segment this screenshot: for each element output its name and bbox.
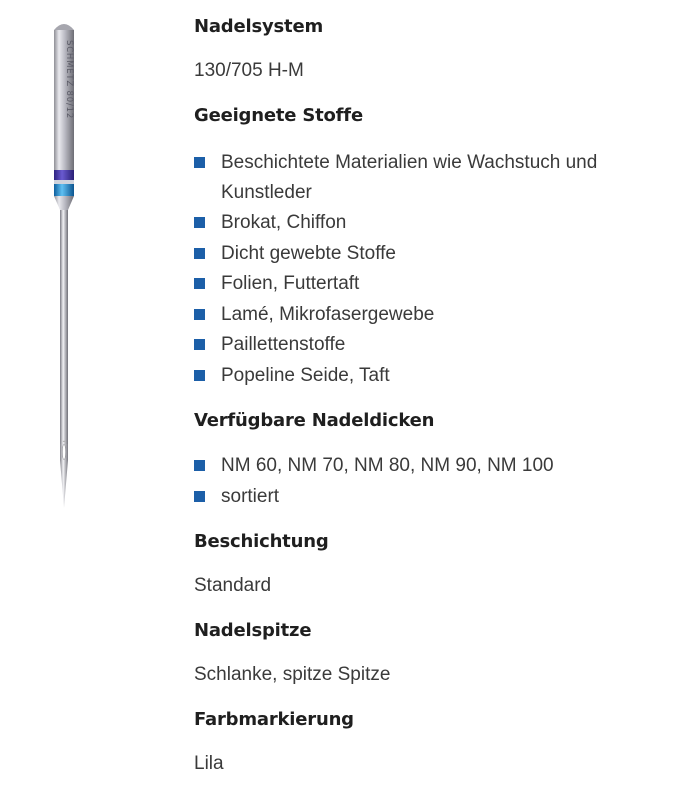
fabrics-list xyxy=(194,148,674,391)
needle-specs xyxy=(194,14,674,777)
bullet-square-icon xyxy=(194,309,205,320)
value-beschichtung: Standard xyxy=(194,575,272,596)
value-nadelspitze: Schlanke, spitze Spitze xyxy=(194,664,391,685)
sewing-needle-icon xyxy=(40,18,88,510)
sizes-list xyxy=(194,451,674,512)
bullet-square-icon xyxy=(194,157,205,168)
list-item: Dicht gewebte Stoffe xyxy=(194,239,674,270)
heading-farbmarkierung: Farbmarkierung xyxy=(194,709,354,730)
list-item: Brokat, Chiffon xyxy=(194,208,674,239)
heading-beschichtung: Beschichtung xyxy=(194,531,329,552)
list-item: Popeline Seide, Taft xyxy=(194,361,674,392)
bullet-square-icon xyxy=(194,217,205,228)
heading-verfuegbare-nadeldicken: Verfügbare Nadeldicken xyxy=(194,410,435,431)
list-item: NM 60, NM 70, NM 80, NM 90, NM 100 xyxy=(194,451,674,482)
list-item: Folien, Futtertaft xyxy=(194,269,674,300)
list-item: Lamé, Mikrofasergewebe xyxy=(194,300,674,331)
bullet-square-icon xyxy=(194,370,205,381)
heading-nadelsystem: Nadelsystem xyxy=(194,16,324,37)
list-item: sortiert xyxy=(194,482,674,513)
bullet-square-icon xyxy=(194,339,205,350)
needle-engraving: SCHMETZ 80/12 xyxy=(64,40,74,120)
value-farbmarkierung: Lila xyxy=(194,753,224,774)
list-item: Beschichtete Materialien wie Wachstuch und Kunstleder xyxy=(194,148,674,208)
bullet-square-icon xyxy=(194,248,205,259)
list-item: Paillettenstoffe xyxy=(194,330,674,361)
needle-image xyxy=(40,18,88,510)
heading-nadelspitze: Nadelspitze xyxy=(194,620,312,641)
bullet-square-icon xyxy=(194,460,205,471)
heading-geeignete-stoffe: Geeignete Stoffe xyxy=(194,105,363,126)
bullet-square-icon xyxy=(194,278,205,289)
value-nadelsystem: 130/705 H-M xyxy=(194,60,304,81)
bullet-square-icon xyxy=(194,491,205,502)
